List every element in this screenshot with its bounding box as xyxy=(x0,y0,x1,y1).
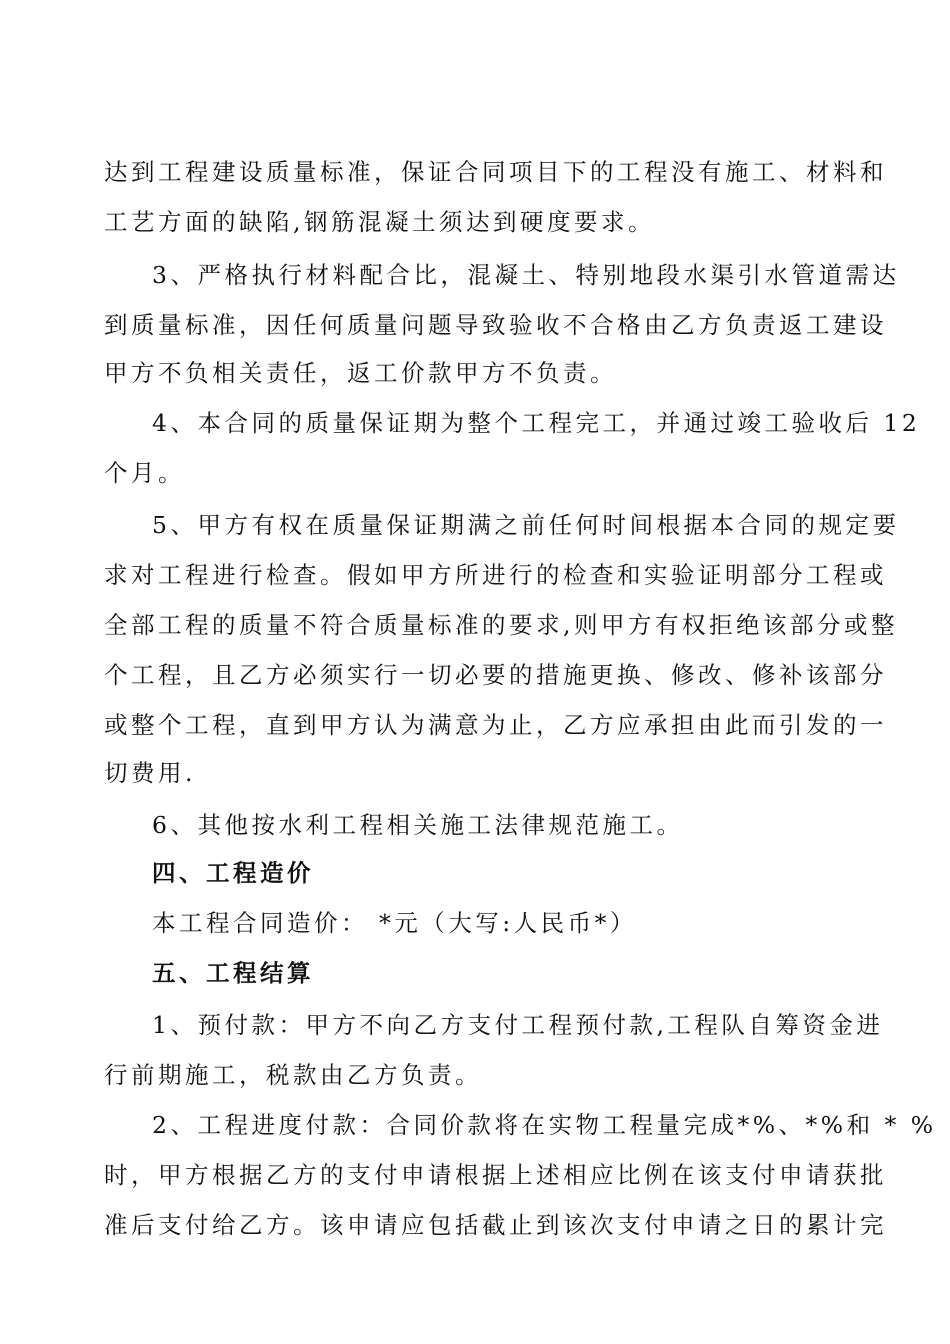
text-line: 个工程，且乙方必须实行一切必要的措施更换、修改、修补该部分 xyxy=(104,661,887,689)
text-line: 求对工程进行检查。假如甲方所进行的检查和实验证明部分工程或 xyxy=(104,561,887,589)
text-line: 达到工程建设质量标准，保证合同项目下的工程没有施工、材料和 xyxy=(104,158,887,186)
text-line: 1、预付款：甲方不向乙方支付工程预付款,工程队自筹资金进 xyxy=(152,1011,884,1039)
text-line: 4、本合同的质量保证期为整个工程完工，并通过竣工验收后 12 xyxy=(152,409,921,437)
text-line: 到质量标准，因任何质量问题导致验收不合格由乙方负责返工建设 xyxy=(104,311,887,339)
section-heading: 五、工程结算 xyxy=(152,959,314,987)
text-line: 3、严格执行材料配合比，混凝土、特别地段水渠引水管道需达 xyxy=(152,261,900,289)
text-line: 个月。 xyxy=(104,459,185,487)
text-line: 或整个工程，直到甲方认为满意为止，乙方应承担由此而引发的一 xyxy=(104,711,887,739)
text-line: 2、工程进度付款：合同价款将在实物工程量完成*%、*%和 * % xyxy=(152,1111,937,1139)
text-line: 5、甲方有权在质量保证期满之前任何时间根据本合同的规定要 xyxy=(152,511,900,539)
text-line: 6、其他按水利工程相关施工法律规范施工。 xyxy=(152,811,684,839)
text-line: 时，甲方根据乙方的支付申请根据上述相应比例在该支付申请获批 xyxy=(104,1161,887,1189)
contract-price-line: 本工程合同造价： *元（大写:人民币*） xyxy=(152,909,637,937)
section-heading: 四、工程造价 xyxy=(152,859,314,887)
text-line: 全部工程的质量不符合质量标准的要求,则甲方有权拒绝该部分或整 xyxy=(104,611,898,639)
text-line: 切费用. xyxy=(104,759,196,787)
text-line: 甲方不负相关责任，返工价款甲方不负责。 xyxy=(104,359,617,387)
text-line: 准后支付给乙方。该申请应包括截止到该次支付申请之日的累计完 xyxy=(104,1211,887,1239)
text-line: 行前期施工，税款由乙方负责。 xyxy=(104,1061,482,1089)
text-line: 工艺方面的缺陷,钢筋混凝土须达到硬度要求。 xyxy=(104,208,655,236)
